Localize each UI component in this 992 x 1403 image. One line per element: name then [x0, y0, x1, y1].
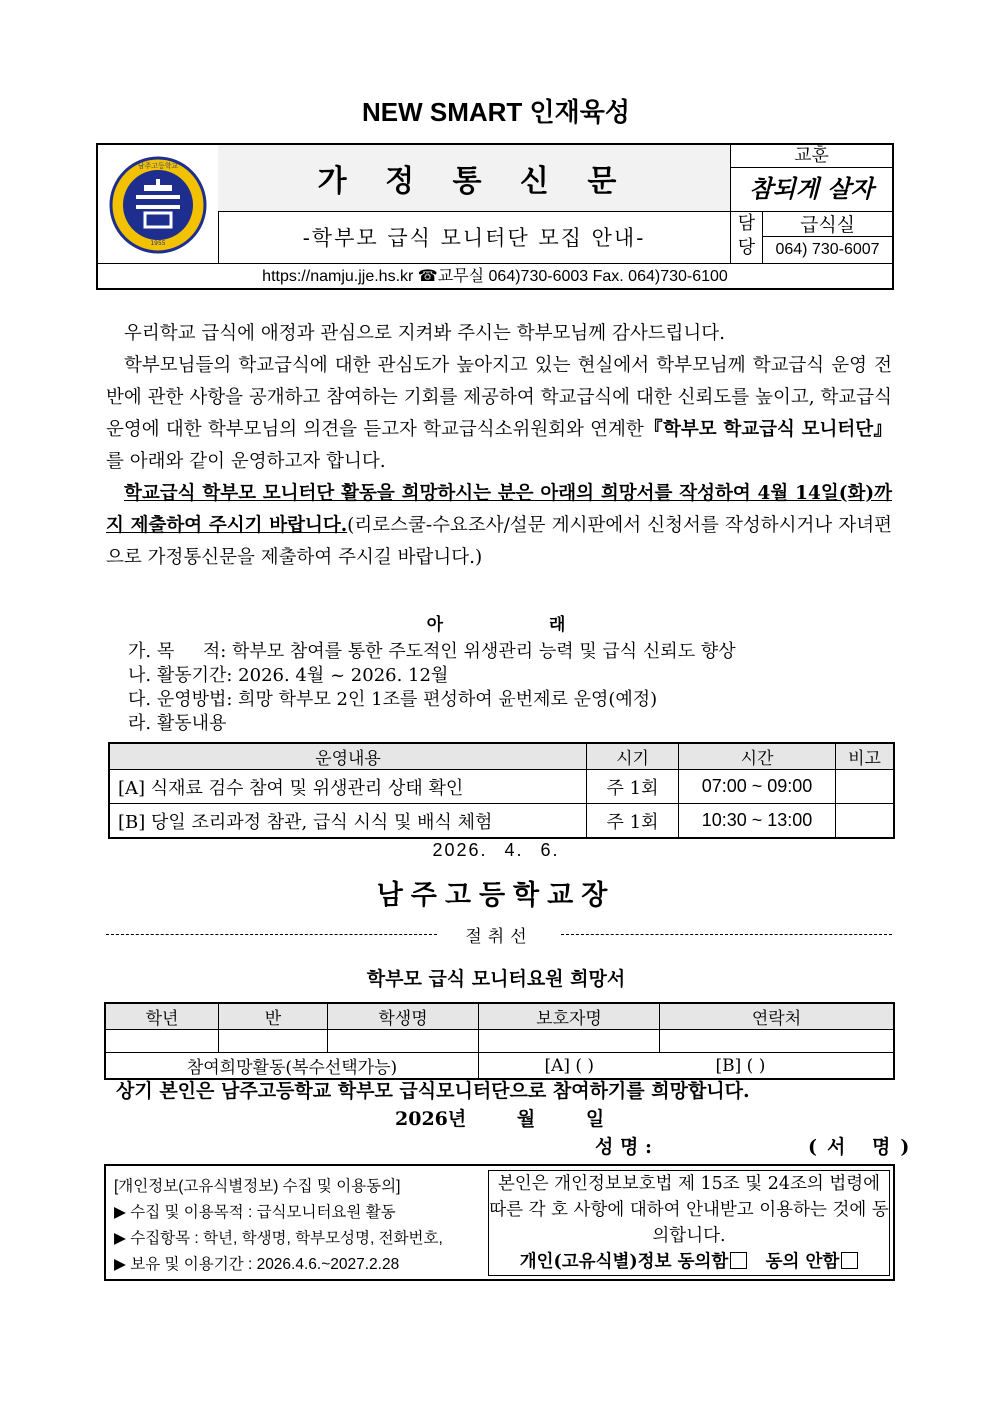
dept-name: 급식실 [763, 211, 892, 237]
form-col-class: 반 [219, 1003, 328, 1030]
submission-note: (리로스쿨-수요조사/설문 게시판에서 신청서를 작성하시거나 자녀편으로 가정통신문을 제출하여 주시길 바랍니다.) [106, 515, 892, 568]
option-a[interactable]: [A] ( ) [479, 1053, 660, 1080]
cell: 07:00 ~ 09:00 [679, 770, 836, 804]
contact-info: https://namju.jje.hs.kr ☎교무실 064)730-6003 Fax. 064)730-6100 [98, 263, 892, 289]
form-col-grade: 학년 [105, 1003, 219, 1030]
consent-details [114, 1174, 486, 1278]
consent-period: ▶ 보유 및 이용기간 : 2026.4.6.~2027.2.28 [114, 1256, 400, 1273]
dash-left [106, 934, 437, 935]
cell: 10:30 ~ 13:00 [679, 804, 836, 839]
col-frequency: 시기 [587, 743, 679, 770]
cell: [B] 당일 조리과정 참관, 급식 시식 및 배식 체험 [109, 804, 587, 839]
consent-items: ▶ 수집항목 : 학년, 학생명, 학부모성명, 전화번호, [114, 1230, 443, 1247]
detail-item-purpose: 가. 목 적: 학부모 참여를 통한 주도적인 위생관리 능력 및 급식 신뢰도 향상 [128, 641, 736, 662]
consent-choice [489, 1249, 889, 1275]
agree-checkbox[interactable] [730, 1252, 747, 1269]
table-header-row [109, 743, 894, 770]
consent-statement-box [488, 1170, 890, 1276]
issue-date: 2026. 4. 6. [432, 840, 560, 860]
table-row [109, 770, 894, 804]
p2-bold: 『학부모 학교급식 모니터단』 [643, 419, 892, 440]
agreement-statement: 상기 본인은 남주고등학교 학부모 급식모니터단으로 참여하기를 희망합니다. [116, 1080, 750, 1102]
contact-field[interactable] [660, 1030, 895, 1053]
below-heading: 아 래 [426, 615, 566, 635]
dam-label: 담 당 [731, 211, 763, 263]
consent-purpose: ▶ 수집 및 이용목적 : 급식모니터요원 활동 [114, 1204, 396, 1221]
form-date: 2026년 월 일 [395, 1108, 605, 1130]
cell [836, 770, 895, 804]
detail-item-period: 나. 활동기간: 2026. 4월 ~ 2026. 12월 [128, 665, 449, 686]
privacy-consent [104, 1164, 895, 1281]
letter-title: 가 정 통 신 문 [218, 145, 731, 212]
disagree-checkbox[interactable] [841, 1252, 858, 1269]
cell: 주 1회 [587, 804, 679, 839]
form-col-guardian: 보호자명 [479, 1003, 660, 1030]
detail-item-content: 라. 활동내용 [128, 713, 227, 734]
class-field[interactable] [219, 1030, 328, 1053]
dept-tel: 064) 730-6007 [775, 241, 880, 258]
cut-line [106, 922, 892, 947]
form-title: 학부모 급식 모니터요원 희망서 [366, 968, 626, 990]
dash-right [561, 934, 892, 935]
grade-field[interactable] [105, 1030, 219, 1053]
col-note: 비고 [836, 743, 895, 770]
consent-title: [개인정보(고유식별정보) 수집 및 이용동의] [114, 1178, 401, 1195]
cut-line-label: 절취선 [465, 927, 533, 947]
principal-name: 남주고등학교장 [376, 880, 616, 911]
school-logo [98, 145, 219, 263]
deadline-notice: 학교급식 학부모 모니터단 활동을 희망하시는 분은 아래의 희망서를 작성하여 4월 14일(화)까지 제출하여 주시기 바랍니다. [106, 483, 892, 536]
letter-subtitle: -학부모 급식 모니터단 모집 안내- [218, 211, 731, 263]
application-form [104, 1002, 895, 1080]
col-time: 시간 [679, 743, 836, 770]
intro-paragraph-2 [106, 350, 892, 478]
cell: 주 1회 [587, 770, 679, 804]
form-col-student: 학생명 [328, 1003, 479, 1030]
agree-label: 개인(고유식별)정보 동의함 [519, 1252, 729, 1272]
intro-paragraph-1: 우리학교 급식에 애정과 관심으로 지켜봐 주시는 학부모님께 감사드립니다. [124, 323, 726, 344]
signature-seal[interactable]: (서 명) [808, 1136, 920, 1158]
intro-paragraph-3 [106, 478, 892, 574]
disagree-label: 동의 안함 [765, 1252, 840, 1272]
activity-table [108, 742, 895, 839]
detail-list [128, 640, 736, 736]
form-col-contact: 연락처 [660, 1003, 895, 1030]
logo-school-name: 남주고등학교 [137, 162, 179, 170]
signature-label: 성 명 : [595, 1136, 652, 1158]
motto-label: 교훈 [731, 145, 892, 168]
p2-end: 를 아래와 같이 운영하고자 합니다. [106, 451, 386, 472]
cell: [A] 식재료 검수 참여 및 위생관리 상태 확인 [109, 770, 587, 804]
letter-header [96, 143, 894, 290]
top-slogan: NEW SMART 인재육성 [361, 97, 630, 127]
student-name-field[interactable] [328, 1030, 479, 1053]
option-b[interactable]: [B] ( ) [660, 1053, 895, 1080]
school-motto: 참되게 살자 [749, 174, 874, 203]
guardian-name-field[interactable] [479, 1030, 660, 1053]
activity-select-label: 참여희망활동(복수선택가능) [105, 1053, 479, 1080]
form-input-row[interactable] [105, 1030, 894, 1053]
cell [836, 804, 895, 839]
detail-item-method: 다. 운영방법: 희망 학부모 2인 1조를 편성하여 윤번제로 운영(예정) [128, 689, 658, 710]
col-content: 운영내용 [109, 743, 587, 770]
p2-text: 학부모님들의 학교급식에 대한 관심도가 높아지고 있는 현실에서 학부모님께 학교급식 운영 전반에 관한 사항을 공개하고 참여하는 기회를 제공하여 학교급식에 대한 신뢰도를 높이고, 학교급식 운영에 대한 학부모님의 의견을 듣고자 학교급식소위원회와 연계한 [106, 355, 892, 440]
logo-year: 1955 [150, 240, 166, 247]
table-row [109, 804, 894, 839]
consent-statement: 본인은 개인정보보호법 제 15조 및 24조의 법령에 따른 각 호 사항에 대하여 안내받고 이용하는 것에 동의합니다. [489, 1174, 889, 1246]
form-header-row [105, 1003, 894, 1030]
